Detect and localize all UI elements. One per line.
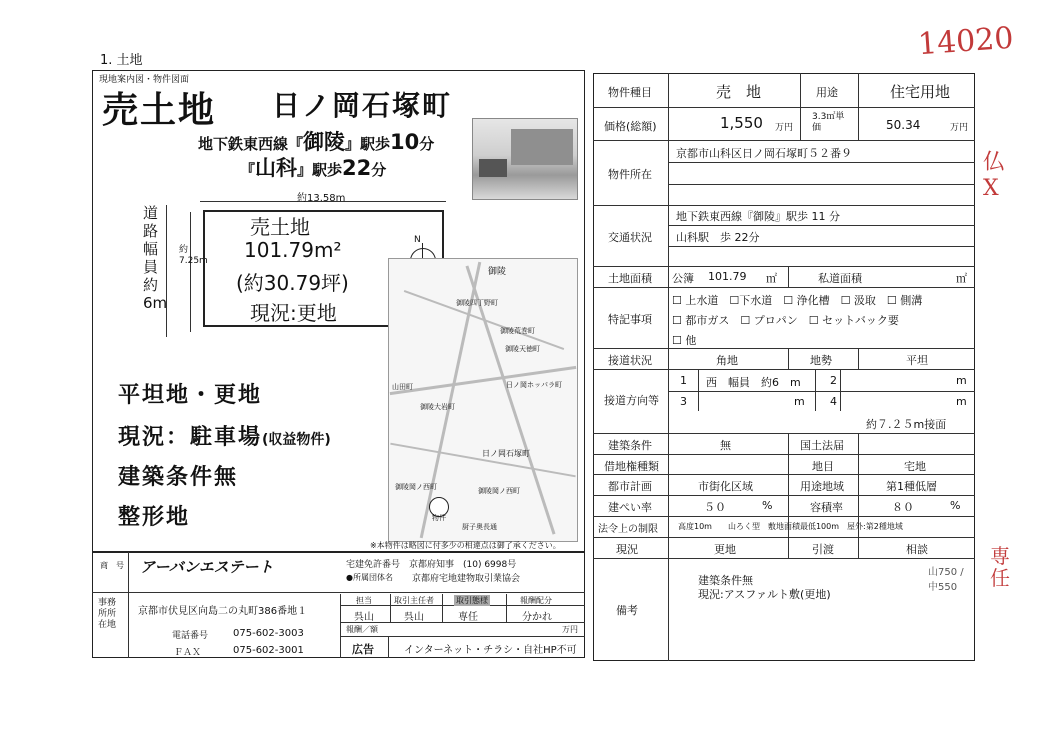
direction-r2-n2: 4 <box>830 395 837 408</box>
access-value1: 角地 <box>716 354 738 367</box>
map-label: 山田町 <box>392 383 413 391</box>
map-label: 御陵四丁野町 <box>456 299 498 307</box>
type-label: 物件種目 <box>608 86 652 99</box>
type-value: 売 地 <box>716 83 762 101</box>
feature-2-small: (収益物件) <box>262 432 331 448</box>
lot-line2: 101.79m² <box>244 238 342 262</box>
limit-label: 法令上の制限 <box>598 524 658 535</box>
handwritten-bottom-mark: 専任 <box>990 544 1010 590</box>
handwritten-side-mark: 仏 X <box>983 150 1006 201</box>
city-label: 都市計画 <box>608 480 652 493</box>
area-value: 101.79 <box>708 270 747 283</box>
direction-r2-n: 3 <box>680 395 687 408</box>
ad-value: インターネット・チラシ・自社HP不可 <box>404 645 577 656</box>
headline-b: 日ノ岡石塚町 <box>272 89 453 122</box>
bcr-value: ５０ <box>704 501 726 514</box>
depth-label: 約 7.25m <box>179 245 208 266</box>
map-label: 御陵荒巻町 <box>500 327 535 335</box>
chimoku-label: 地目 <box>812 460 834 473</box>
area-kind: 公簿 <box>672 272 694 285</box>
handover-value: 相談 <box>906 543 928 556</box>
fee-label: 報酬／額 <box>346 625 378 634</box>
staff-h4: 報酬配分 <box>520 596 552 605</box>
handwritten-number: 14020 <box>916 20 1015 63</box>
law-label: 国土法届 <box>800 439 844 452</box>
status-value: 更地 <box>714 543 736 556</box>
lot-line3: (約30.79坪) <box>236 271 349 295</box>
company-addr: 京都市伏見区向島二の丸町386番地１ <box>138 606 308 617</box>
lot-line1: 売土地 <box>250 215 310 239</box>
special-line2: ☐ 都市ガス ☐ プロパン ☐ セットバック要 <box>672 314 899 327</box>
direction-r1-v: 西 幅員 約6 m <box>706 376 801 389</box>
staff-h1: 担当 <box>356 596 372 605</box>
feature-2-main: 現況：駐車場 <box>118 425 263 450</box>
chimoku-value: 宅地 <box>904 460 926 473</box>
staff-v1: 呉山 <box>354 612 374 623</box>
station2-line <box>240 152 386 182</box>
location-label: 物件所在 <box>608 168 652 181</box>
limit-value: 高度10m 山ろく型 敷地面積最低100m 屋外:第2種地域 <box>678 522 903 531</box>
private-road-unit: ㎡ <box>956 272 967 285</box>
use-label: 用途 <box>816 86 838 99</box>
far-unit: % <box>950 499 961 512</box>
map-label: 御陵大岩町 <box>420 403 455 411</box>
lot-line4: 現況:更地 <box>250 301 337 325</box>
price-label: 価格(総額) <box>604 120 657 133</box>
road-label: 道路幅員約6m <box>143 204 168 312</box>
station1-post: 』駅歩 <box>345 135 391 153</box>
unit-label: 3.3㎡単価 <box>812 112 845 133</box>
handover-label: 引渡 <box>812 543 834 556</box>
company-license: 宅建免許番号 京都府知事 (10) 6998号 <box>346 560 517 570</box>
staff-v3: 専任 <box>458 612 478 623</box>
build-value: 無 <box>720 439 731 452</box>
staff-v4: 分かれ <box>522 612 552 623</box>
lease-label: 借地権種類 <box>604 460 659 473</box>
map-label: 日ノ岡石塚町 <box>482 449 530 458</box>
staff-h3: 取引態様 <box>456 596 488 605</box>
section-title: 1. 土地 <box>100 53 143 68</box>
staff-h2: 取引主任者 <box>394 596 434 605</box>
unit-value: 50.34 <box>886 118 921 132</box>
fax-value: 075-602-3001 <box>233 645 304 656</box>
city-value: 市街化区域 <box>698 480 753 493</box>
headline-a: 売土地 <box>102 90 217 131</box>
map-label: 御陵岡ノ西町 <box>395 483 437 491</box>
direction-r2-u: m <box>794 395 805 408</box>
far-label: 容積率 <box>810 501 843 514</box>
remarks-line1: 建築条件無 <box>698 574 753 587</box>
tel-label: 電話番号 <box>172 631 209 641</box>
private-road-label: 私道面積 <box>818 272 862 285</box>
station1-pre: 地下鉄東西線『 <box>198 135 304 153</box>
station2-unit: 分 <box>371 161 387 179</box>
feature-1: 平坦地・更地 <box>118 383 263 408</box>
staff-v2: 呉山 <box>404 612 424 623</box>
price-value: 1,550 <box>720 114 763 132</box>
map-label: 御陵 <box>488 267 507 277</box>
station2-name: 山科 <box>255 156 298 180</box>
compass-north: N <box>414 235 421 245</box>
unit-unit: 万円 <box>950 123 969 133</box>
station2-pre: 『 <box>240 161 256 179</box>
price-unit: 万円 <box>775 123 794 133</box>
map-label: 厨子奥長通 <box>462 523 497 531</box>
map-label: 御陵天徳町 <box>505 345 540 353</box>
special-label: 特記事項 <box>608 313 652 326</box>
station1-unit: 分 <box>419 135 435 153</box>
far-value: ８０ <box>892 501 914 514</box>
use-value: 住宅用地 <box>890 83 951 101</box>
station1-name: 御陵 <box>303 130 346 154</box>
direction-r1-n: 1 <box>680 374 687 387</box>
access-value2: 平坦 <box>906 354 928 367</box>
station2-min: 22 <box>342 156 372 180</box>
status-label: 現況 <box>616 543 638 556</box>
direction-r1-n2: 2 <box>830 374 837 387</box>
tel-value: 075-602-3003 <box>233 628 304 639</box>
zone-value: 第1種低層 <box>886 480 937 493</box>
direction-label: 接道方向等 <box>604 394 659 407</box>
fax-label: ＦＡＸ <box>174 648 202 658</box>
fee-unit: 万円 <box>562 625 578 634</box>
width-label: 約13.58m <box>297 193 346 204</box>
company-name: アーバンエステート <box>140 558 274 576</box>
feature-4: 整形地 <box>118 505 191 530</box>
bcr-label: 建ぺい率 <box>608 501 652 514</box>
direction-r2-u2: m <box>956 395 967 408</box>
station2-post: 』駅歩 <box>297 161 343 179</box>
direction-r1-u: m <box>956 374 967 387</box>
company-name-label: 商 号 <box>100 561 124 570</box>
map-label: 日ノ岡ホッパラ町 <box>506 381 562 389</box>
map-label: 物件 <box>432 514 446 522</box>
station1-min: 10 <box>390 130 420 154</box>
area-label: 土地面積 <box>608 272 652 285</box>
access-label: 接道状況 <box>608 354 652 367</box>
location-value: 京都市山科区日ノ岡石塚町５２番９ <box>676 147 852 160</box>
access-label2: 地勢 <box>810 354 832 367</box>
map-note: ※本物件は略図に付多少の相違点は御了承ください。 <box>370 541 561 550</box>
property-photo <box>472 118 578 200</box>
feature-3: 建築条件無 <box>118 465 239 490</box>
traffic-line2: 山科駅 歩 22分 <box>676 231 760 244</box>
feature-2 <box>118 420 331 451</box>
sub-label: 現地案内図・物件図面 <box>99 75 190 85</box>
ad-label: 広告 <box>352 643 374 656</box>
zone-label: 用途地域 <box>800 480 844 493</box>
direction-note: 約７.２５m接面 <box>866 418 947 431</box>
traffic-line1: 地下鉄東西線『御陵』駅歩 11 分 <box>676 210 840 223</box>
special-line3: ☐ 他 <box>672 334 697 347</box>
bcr-unit: % <box>762 499 773 512</box>
remarks-label: 備考 <box>616 604 638 617</box>
handwritten-small-note: 山750 / 中550 <box>928 567 964 593</box>
area-unit: ㎡ <box>766 272 777 285</box>
company-assoc-label: ●所属団体名 <box>346 573 393 582</box>
company-assoc: 京都府宅地建物取引業協会 <box>412 574 521 584</box>
build-label: 建築条件 <box>608 439 652 452</box>
map-label: 御陵岡ノ西町 <box>478 487 520 495</box>
traffic-label: 交通状況 <box>608 231 652 244</box>
company-addr-label: 事務所所在地 <box>98 598 117 630</box>
remarks-line2: 現況:アスファルト敷(更地) <box>698 588 831 601</box>
special-line1: ☐ 上水道 ☐下水道 ☐ 浄化槽 ☐ 汲取 ☐ 側溝 <box>672 294 923 307</box>
